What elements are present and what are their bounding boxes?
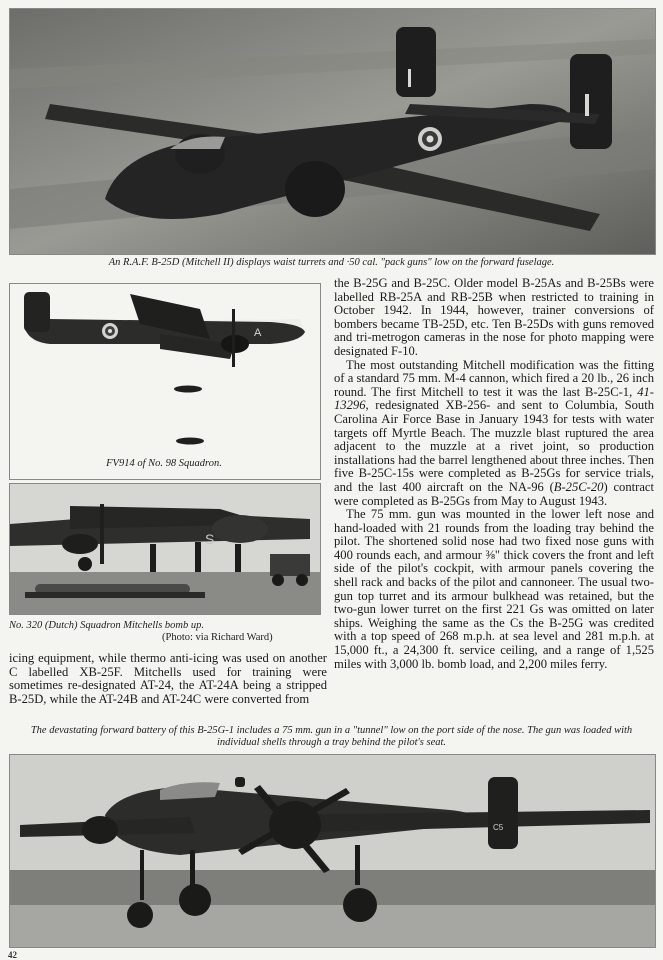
p2-part-b: , redesignated XB-256- and sent to Columbia, South Carolina Air Force Base in January 1943 for tests with water targets off Myrtle Beach. The muzzle blast ruptured the area adjacent to the muzzle at a rivet joint, so production installations had the barrel lengthened about three inches. Then five B-25C-15s were completed as B-25Gs for service trials, and the last 400 aircraft on the NA-96 (: [334, 398, 654, 494]
caption-battery: The devastating forward battery of this B-25G-1 includes a 75 mm. gun in a "tunnel" low on the port side of the nose. The gun was loaded with individual shells through a tray behind the pilot's seat.: [30, 725, 633, 748]
right-paragraph-1: the B-25G and B-25C. Older model B-25As and B-25Bs were labelled RB-25A and RB-25B when restricted to training in October 1942. In 1944, however, trainer conversions of bombers became TB-25D, etc. Ten B-25Ds with guns removed and tri-metrogon cameras in the nose for photo mapping were designated F-10.: [334, 276, 654, 358]
caption-top: An R.A.F. B-25D (Mitchell II) displays waist turrets and ·50 cal. "pack guns" low on the forward fuselage.: [108, 257, 555, 268]
photo-fv914: [9, 283, 321, 480]
bottom-nose-marking: C5: [493, 823, 504, 832]
photo-raf-b25d: [9, 8, 656, 255]
caption-dutch-credit: (Photo: via Richard Ward): [162, 632, 273, 643]
fv914-letter: A: [254, 327, 262, 339]
dutch-letter: S: [205, 531, 215, 547]
right-paragraph-2: [334, 359, 654, 509]
right-column-text: [334, 277, 654, 671]
photo-b25g1: [9, 754, 656, 948]
caption-fv914: FV914 of No. 98 Squadron.: [106, 458, 222, 469]
left-column-text: [9, 652, 327, 706]
right-paragraph-3: The 75 mm. gun was mounted in the lower left nose and hand-loaded with 21 rounds from the loading tray behind the pilot. The shortened solid nose had two fixed nose guns with 400 rounds each, and armour ⅜" thick covers the front and left side of the pilot's cockpit, with armour panels covering the shell rack and backs of the pilot and cannoneer. The usual two-gun top turret and its armour bulkhead was retained, but the two-gun lower turret on the first 221 Gs was omitted on later ships. Weighing the same as the Cs the B-25G was credited with a top speed of 268 m.p.h. at sea level and 281 m.p.h. at 15,000 ft., a 24,300 ft. service ceiling, and a range of 1,525 miles with 3,000 lb. bomb load, and 2,200 miles ferry.: [334, 507, 654, 671]
page-number: 42: [8, 950, 17, 960]
p2-part-c: ) contract were completed as B-25Gs from May to August 1943.: [334, 479, 654, 508]
left-paragraph: icing equipment, while thermo anti-icing was used on another C labelled XB-25F. Mitchells used for training were sometimes re-designated AT-24, the AT-24A being a stripped B-25D, while the AT-24B and AT-24C were converted from: [9, 651, 327, 706]
photo-dutch-squadron: [9, 483, 321, 615]
caption-dutch: No. 320 (Dutch) Squadron Mitchells bomb up.: [9, 620, 205, 631]
p2-serial: 41-13296: [334, 384, 654, 413]
p2-contract: B-25C-20: [553, 479, 604, 494]
p2-part-a: The most outstanding Mitchell modification was the fitting of a standard 75 mm. M-4 cannon, which fired a 20 lb., 26 inch round. The first Mitchell to test it was the last B-25C-1,: [334, 357, 654, 399]
